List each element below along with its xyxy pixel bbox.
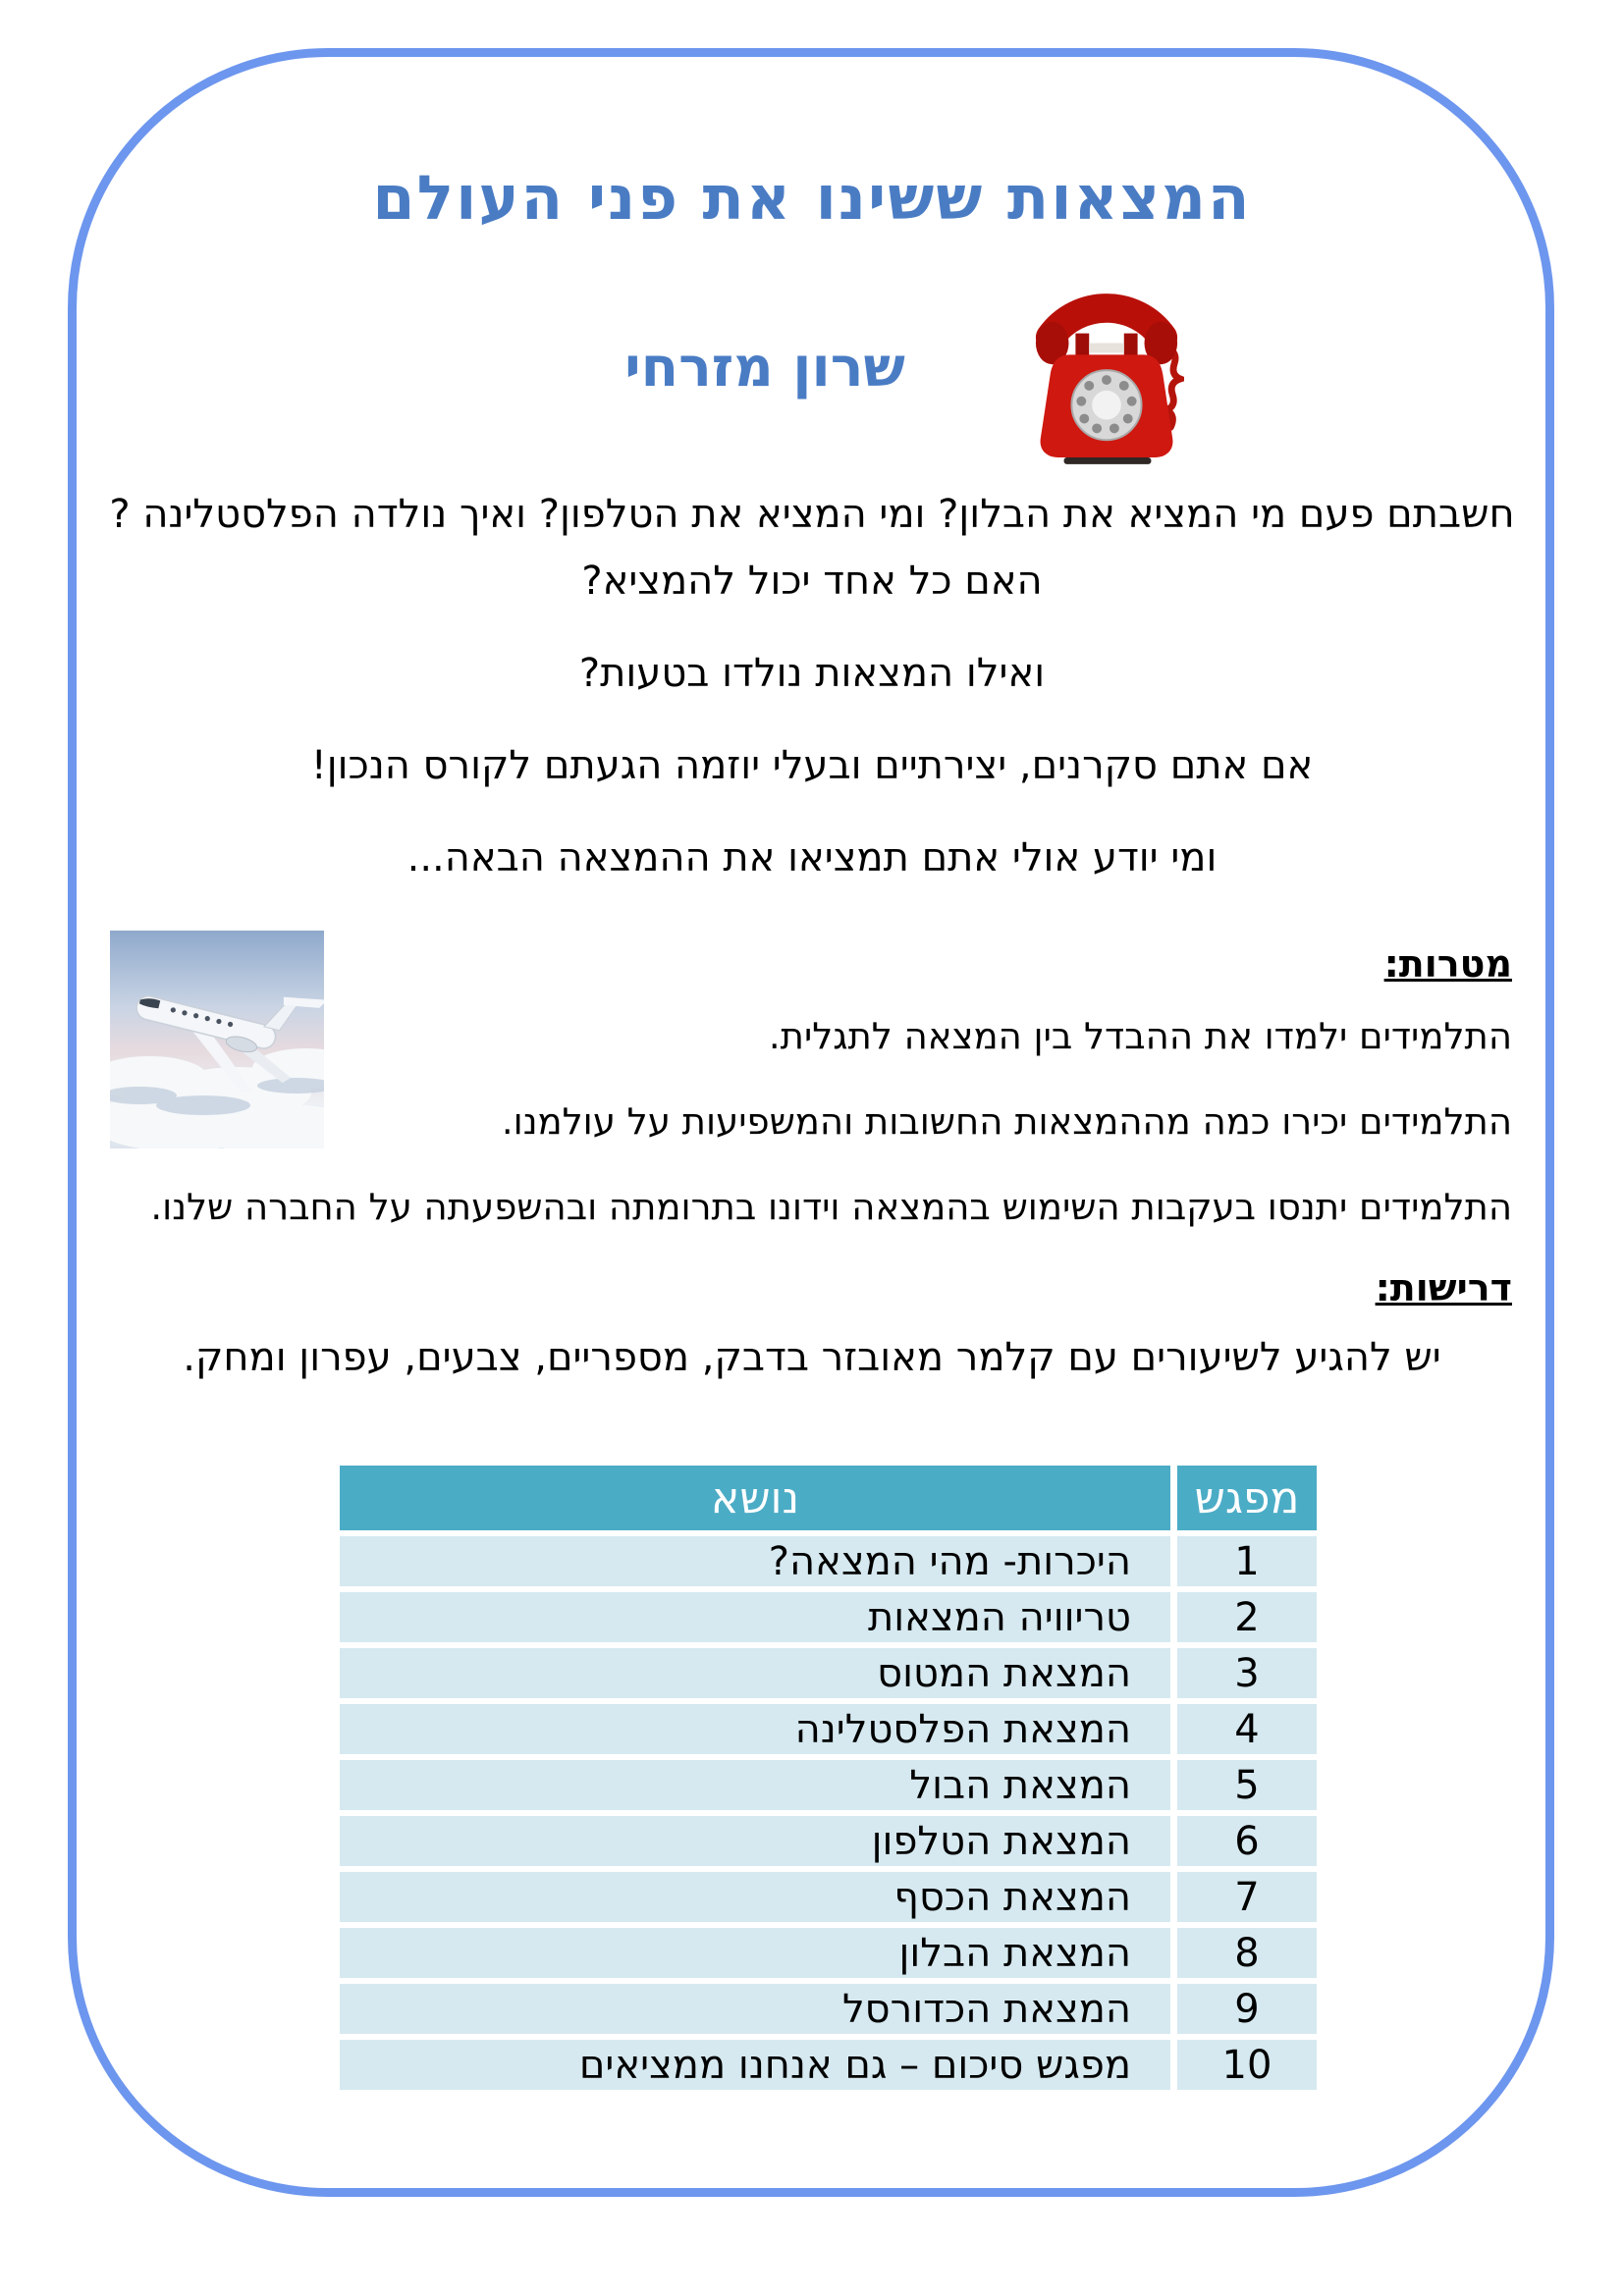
table-row [340, 1536, 1317, 1586]
session-topic: היכרות- מהי המצאה? [340, 1536, 1170, 1586]
session-topic: המצאת הכדורסל [340, 1984, 1170, 2034]
page-title: המצאות ששינו את פני העולם [372, 162, 1252, 234]
table-row [340, 1984, 1317, 2034]
red-telephone-image [1029, 293, 1184, 467]
session-topic: המצאת הפלסטלינה [340, 1704, 1170, 1754]
table-row [340, 1704, 1317, 1754]
header-topic-column: נושא [340, 1466, 1170, 1530]
session-number: 10 [1177, 2040, 1317, 2090]
session-topic: המצאת הבול [340, 1760, 1170, 1810]
intro-paragraph-4: ומי יודע אולי אתם תמציאו את ההמצאה הבאה... [406, 835, 1218, 881]
goals-list [95, 1013, 1512, 1269]
session-number: 8 [1177, 1928, 1317, 1978]
session-topic: טריוויה המצאות [340, 1592, 1170, 1642]
table-row [340, 1592, 1317, 1642]
session-topic: המצאת הכסף [340, 1872, 1170, 1922]
session-topic: המצאת המטוס [340, 1648, 1170, 1698]
requirements-heading: דרישות: [1375, 1266, 1512, 1309]
goal-item-3: התלמידים יתנסו בעקבות השימוש בהמצאה וידונו בתרומתה ובהשפעתה על החברה שלנו. [150, 1186, 1512, 1228]
table-row [340, 1928, 1317, 1978]
session-topic: מפגש סיכום – גם אנחנו ממציאים [340, 2040, 1170, 2090]
goals-heading: מטרות: [1383, 942, 1512, 986]
table-header-row [340, 1466, 1317, 1530]
intro-paragraph-3: אם אתם סקרנים, יצירתיים ובעלי יוזמה הגעתם לקורס הנכון! [310, 743, 1314, 788]
session-topic: המצאת הבלון [340, 1928, 1170, 1978]
session-number: 7 [1177, 1872, 1317, 1922]
table-row [340, 1816, 1317, 1866]
intro-paragraph-1: חשבתם פעם מי המציא את הבלון? ומי המציא את הטלפון? ואיך נולדה הפלסטלינה ? האם כל אחד יכול להמציא? [109, 492, 1515, 604]
table-row [340, 1648, 1317, 1698]
goal-item-1: התלמידים ילמדו את ההבדל בין המצאה לתגלית. [768, 1015, 1512, 1057]
session-number: 5 [1177, 1760, 1317, 1810]
table-row [340, 2040, 1317, 2090]
session-number: 9 [1177, 1984, 1317, 2034]
session-number: 2 [1177, 1592, 1317, 1642]
table-row [340, 1872, 1317, 1922]
author-name: שרון מזרחי [624, 336, 905, 400]
session-number: 4 [1177, 1704, 1317, 1754]
goal-item-2: התלמידים יכירו כמה מההמצאות החשובות והמשפיעות על עולמנו. [501, 1100, 1512, 1143]
intro-paragraphs [95, 481, 1529, 917]
intro-paragraph-2: ואילו המצאות נולדו בטעות? [578, 651, 1046, 696]
phone-handset [1051, 308, 1164, 338]
table-row [340, 1760, 1317, 1810]
session-number: 1 [1177, 1536, 1317, 1586]
schedule-table [340, 1466, 1317, 2090]
session-number: 3 [1177, 1648, 1317, 1698]
requirements-text: יש להגיע לשיעורים עם קלמר מאובזר בדבק, מספריים, צבעים, עפרון ומחק. [183, 1335, 1441, 1380]
session-number: 6 [1177, 1816, 1317, 1866]
header-session-column: מפגש [1177, 1466, 1317, 1530]
session-topic: המצאת הטלפון [340, 1816, 1170, 1866]
